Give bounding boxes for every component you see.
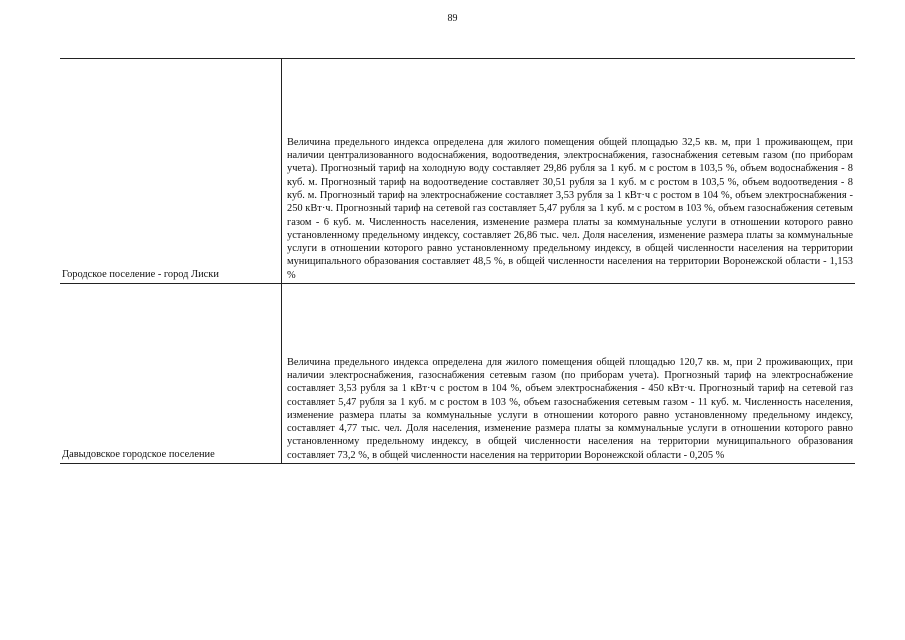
settlement-name-cell: Давыдовское городское поселение — [60, 284, 282, 464]
page-number: 89 — [447, 13, 458, 24]
table-row — [60, 59, 855, 284]
index-description-cell: Величина предельного индекса определена для жилого помещения общей площадью 120,7 кв. м, при 2 проживающих, при наличии электроснабжения, газоснабжения сетевым газом (по приборам учета). Прогнозный тариф на электроснабжение составляет 3,53 рубля за 1 кВт·ч с ростом в 104 %, объем электроснабжения - 450 кВт·ч. Прогнозный тариф на сетевой газ составляет 5,47 рубля за 1 куб. м с ростом в 103 %, объем газоснабжения сетевым газом - 11 куб. м. Численность населения, изменение размера платы за коммунальные услуги в отношении которого равно установленному предельному индексу, составляет 4,77 тыс. чел. Доля населения, изменение размера платы за коммунальные услуги в отношении которого равно установленному предельному индексу, в общей численности населения на территории муниципального образования составляет 73,2 %, в общей численности населения на территории Воронежской области - 0,205 % — [282, 284, 856, 464]
index-description-cell: Величина предельного индекса определена для жилого помещения общей площадью 32,5 кв. м, при 1 проживающем, при наличии централизованного водоснабжения, водоотведения, электроснабжения, газоснабжения сетевым газом (по приборам учета). Прогнозный тариф на холодную воду составляет 29,86 рубля за 1 куб. м с ростом в 103,5 %, объем водоснабжения - 8 куб. м. Прогнозный тариф на водоотведение составляет 30,51 рубля за 1 куб. м с ростом в 103,5 %, объем водоотведения - 8 куб. м. Прогнозный тариф на электроснабжение составляет 3,53 рубля за 1 кВт·ч с ростом в 104 %, объем электроснабжения - 250 кВт·ч. Прогнозный тариф на сетевой газ составляет 5,47 рубля за 1 куб. м с ростом в 103 %, объем газоснабжения сетевым газом - 6 куб. м. Численность населения, изменение размера платы за коммунальные услуги в отношении которого равно установленному предельному индексу, составляет 26,86 тыс. чел. Доля населения, изменение размера платы за коммунальные услуги в отношении которого равно установленному предельному индексу, в общей численности населения на территории муниципального образования составляет 48,5 %, в общей численности населения на территории Воронежской области - 1,153 % — [282, 59, 856, 284]
table-row — [60, 284, 855, 464]
settlement-name-cell: Городское поселение - город Лиски — [60, 59, 282, 284]
settlements-table — [60, 58, 855, 464]
